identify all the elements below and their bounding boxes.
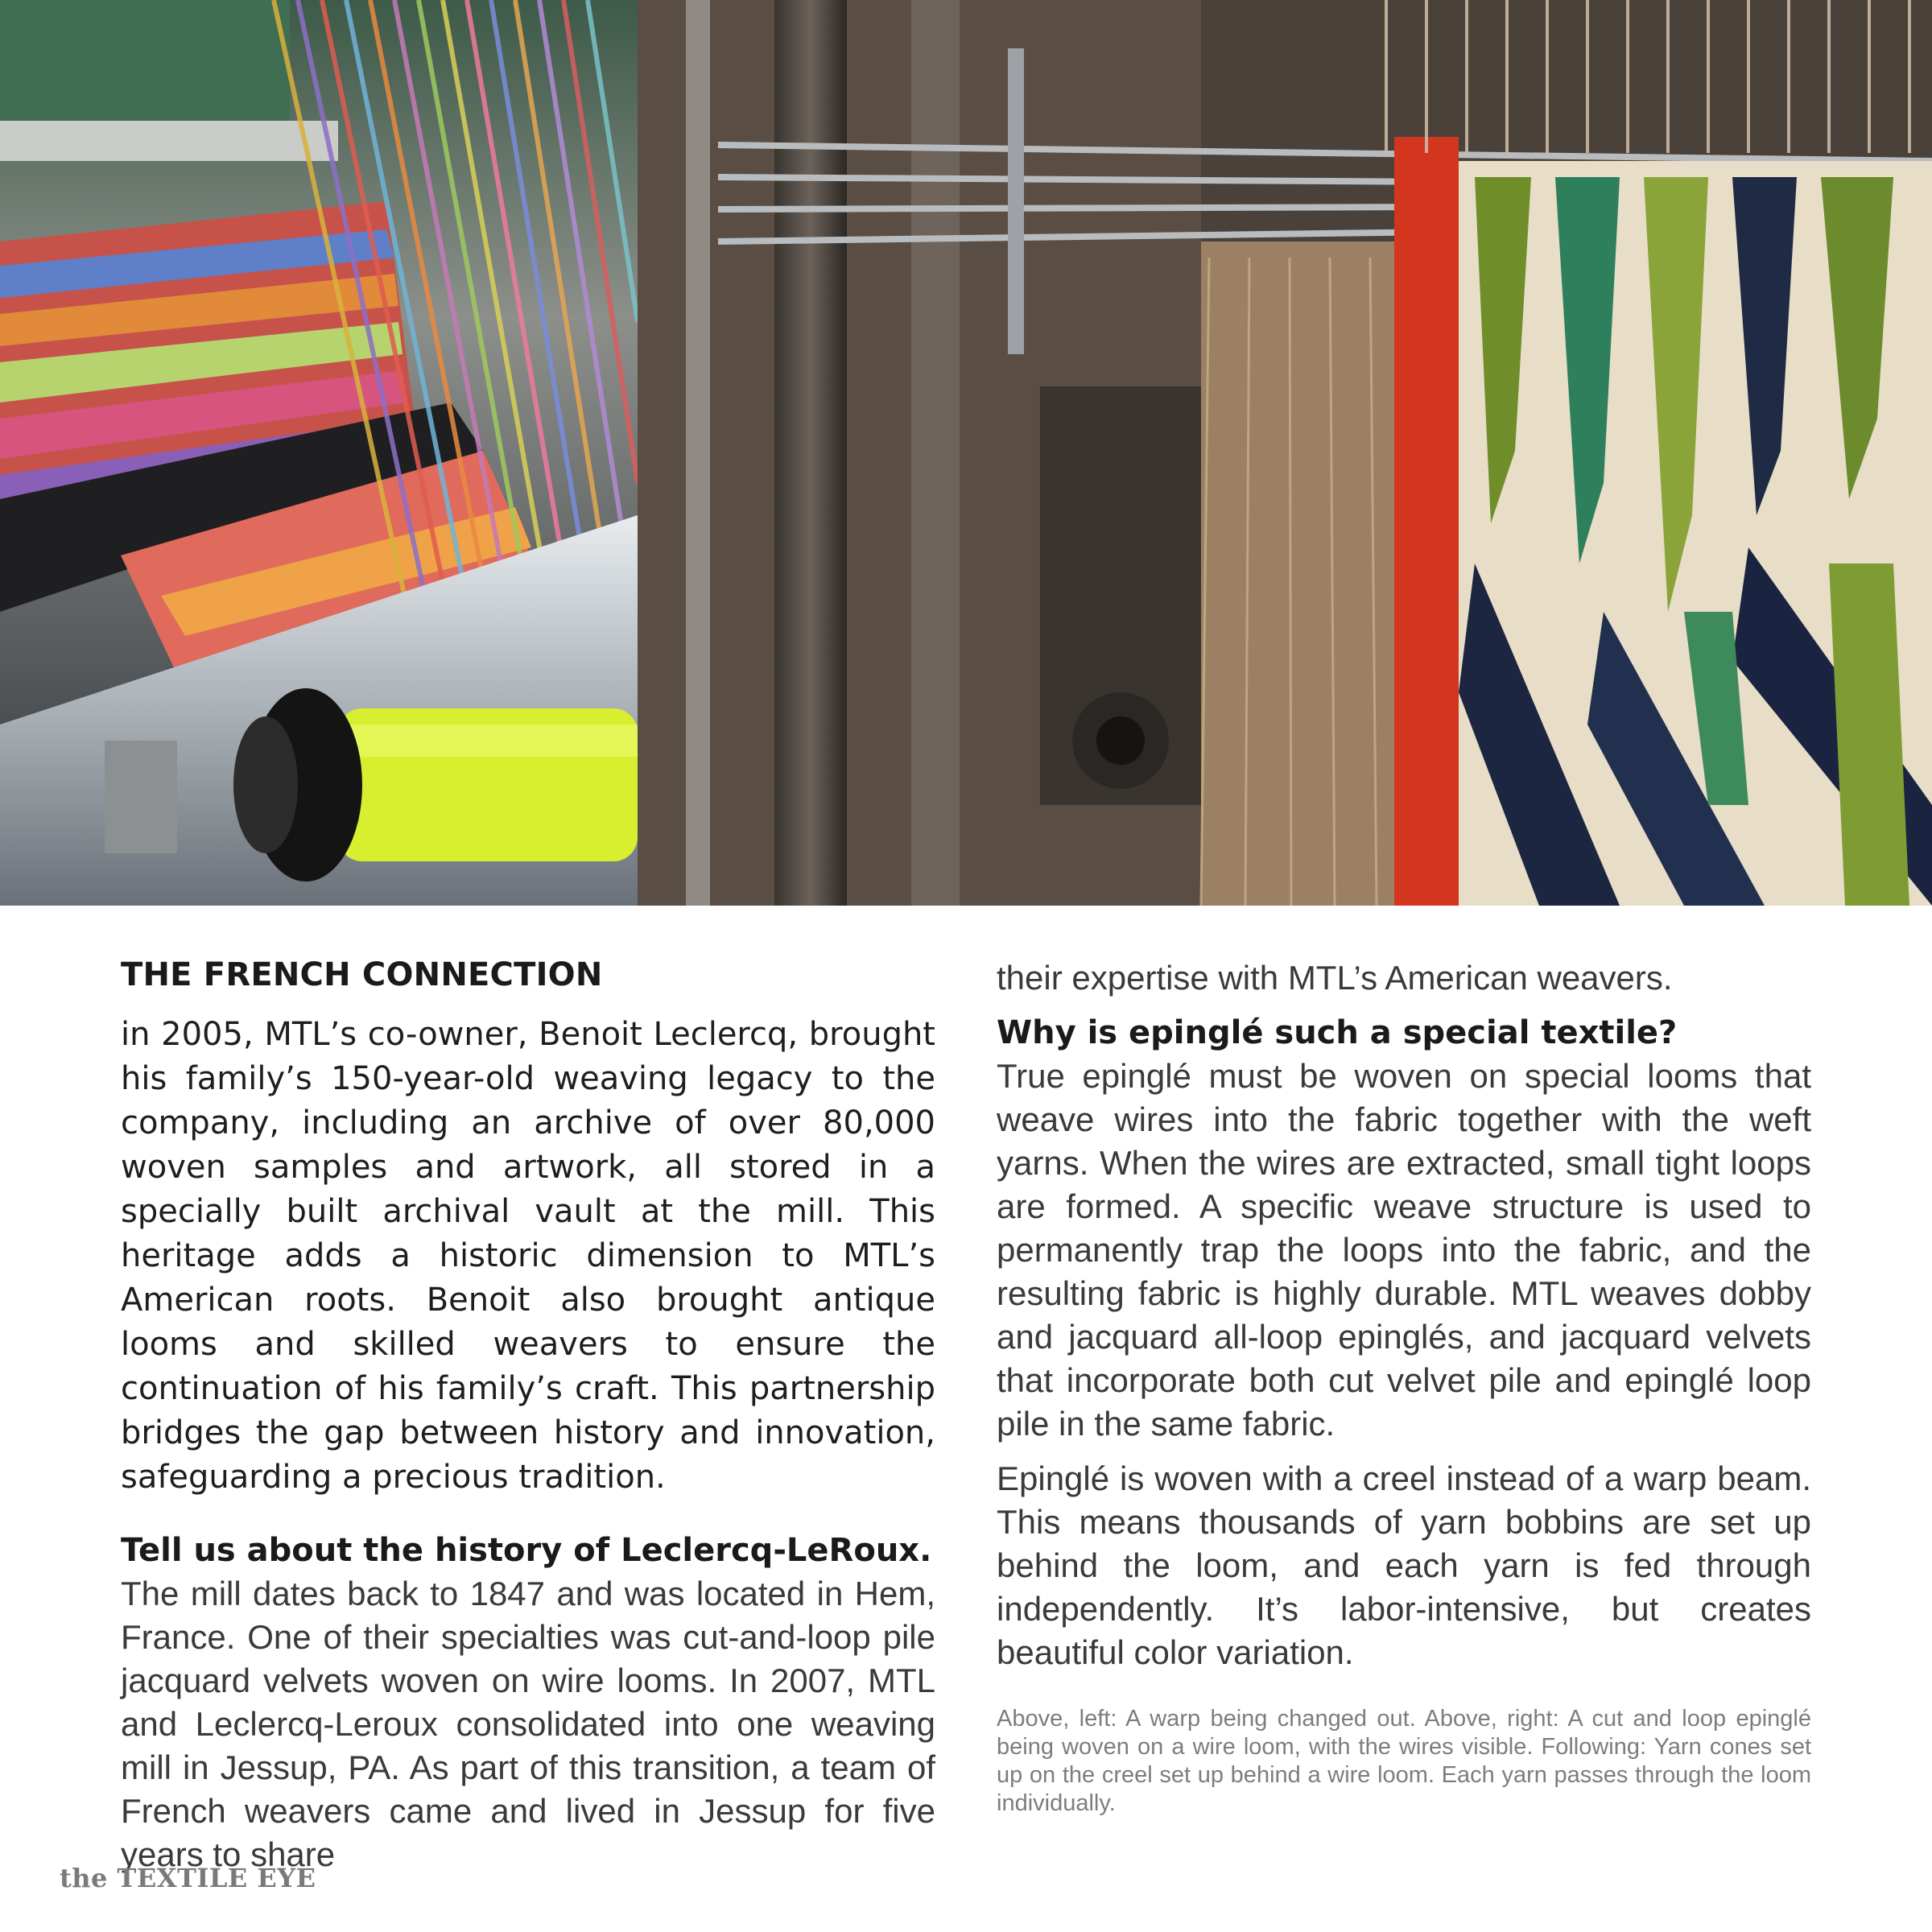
right-column: [997, 956, 1811, 1686]
history-subheading: Tell us about the history of Leclercq-LeRoux.: [121, 1532, 932, 1569]
epingle-wire-loom-illustration: [638, 0, 1932, 906]
photo-caption: Above, left: A warp being changed out. Above, right: A cut and loop epinglé being woven on a wire loom, with the wires visible. Following: Yarn cones set up on the creel set up behind a wire loom. Each yarn passes through the loom individually.: [997, 1706, 1811, 1816]
left-column: [121, 956, 935, 1888]
epingle-wire-loom-photo: [638, 0, 1932, 906]
epingle-paragraph-1: True epinglé must be woven on special looms that weave wires into the fabric together with the weft yarns. When the wires are extracted, small tight loops are formed. A specific weave structure is used to permanently trap the loops into the fabric, and the resulting fabric is highly durable. MTL weaves dobby and jacquard all-loop epinglés, and jacquard velvets that incorporate both cut velvet pile and epinglé loop pile in the same fabric.: [997, 1057, 1811, 1443]
loom-warp-photo: [0, 0, 638, 906]
epingle-subheading: Why is epinglé such a special textile?: [997, 1014, 1678, 1051]
section-heading: THE FRENCH CONNECTION: [121, 956, 603, 993]
epingle-paragraph-2: Epinglé is woven with a creel instead of a warp beam. This means thousands of yarn bobbins are set up behind the loom, and each yarn is fed through independently. It’s labor-intensive, but creates beautiful color variation.: [997, 1459, 1811, 1671]
publication-footer: the TEXTILE EYE: [60, 1863, 316, 1893]
history-paragraph: The mill dates back to 1847 and was located in Hem, France. One of their specialties was cut-and-loop pile jacquard velvets woven on wire looms. In 2007, MTL and Leclercq-Leroux consolidated into one weaving mill in Jessup, PA. As part of this transition, a team of French weavers came and lived in Jessup for five years to share: [121, 1575, 935, 1873]
continuation-paragraph: their expertise with MTL’s American weavers.: [997, 959, 1673, 997]
lead-paragraph: in 2005, MTL’s co-owner, Benoit Leclercq, brought his family’s 150-year-old weaving legacy to the company, including an archive of over 80,000 woven samples and artwork, all stored in a specially built archival vault at the mill. This heritage adds a historic dimension to MTL’s American roots. Benoit also brought antique looms and skilled weavers to ensure the continuation of his family’s craft. This partnership bridges the gap between history and innovation, safeguarding a precious tradition.: [121, 1016, 935, 1496]
loom-warp-illustration: [0, 0, 638, 906]
